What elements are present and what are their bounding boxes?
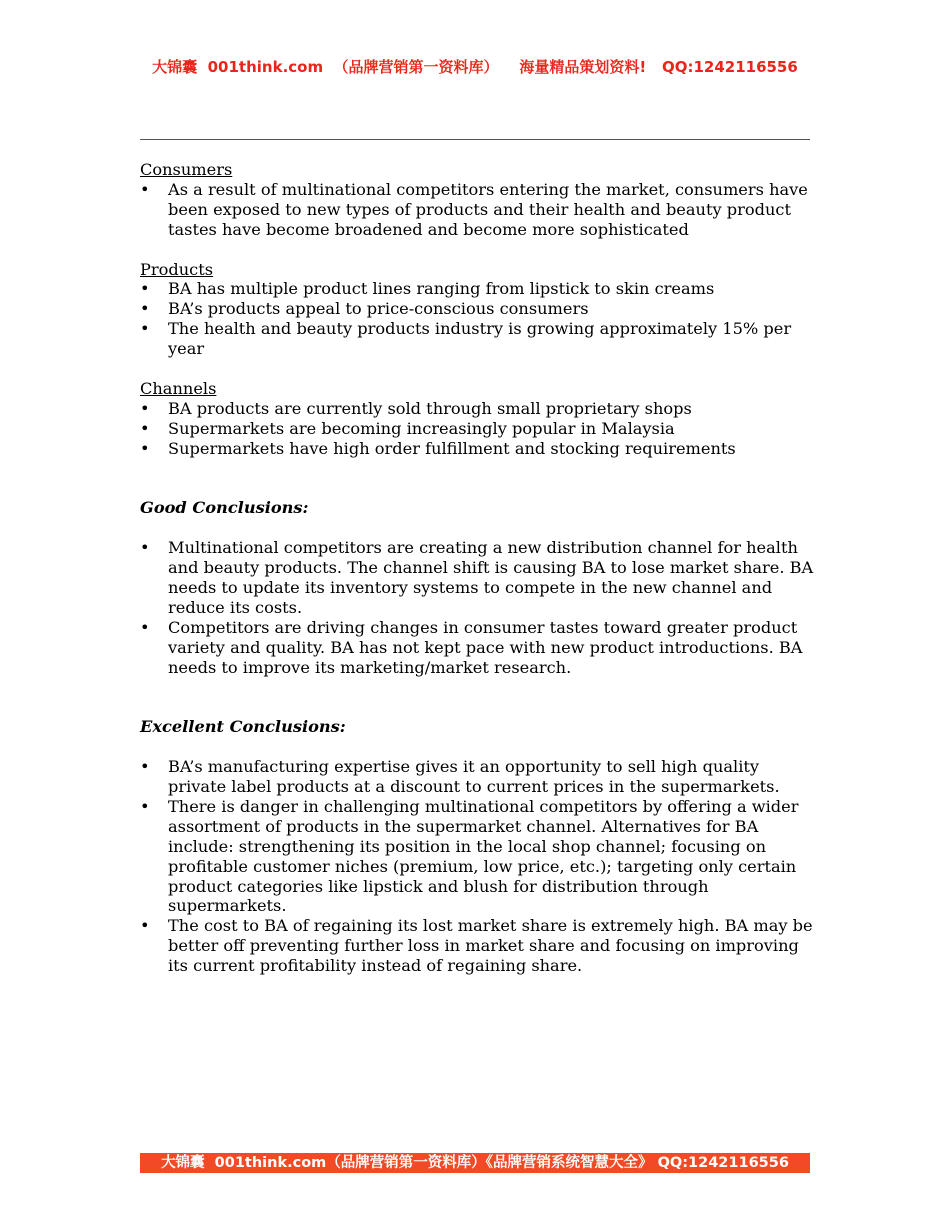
excellent-conclusions-list — [140, 757, 820, 976]
list-item — [140, 319, 820, 359]
bullet-icon: • — [140, 796, 150, 816]
list-item-text: BA has multiple product lines ranging from lipstick to skin creams — [168, 279, 715, 299]
document-body — [140, 160, 820, 976]
list-item-text: There is danger in challenging multinational competitors by offering a wider assortment of products in the supermarket channel. Alternatives for BA include: strengthening its position in the local shop channel; focusing on profitable customer niches (premium, low price, etc.); targeting only certain product categories like lipstick and blush for distribution through supermarkets. — [168, 796, 799, 916]
bullet-icon: • — [140, 438, 150, 458]
list-item — [140, 916, 820, 976]
bullet-icon: • — [140, 179, 150, 199]
list-item — [140, 757, 820, 797]
consumers-list — [140, 180, 820, 240]
products-list — [140, 279, 820, 359]
list-item-text: BA products are currently sold through small proprietary shops — [168, 398, 692, 418]
header-banner: 大锦囊 001think.com （品牌营销第一资料库） 海量精品策划资料! QQ:1242116556 — [152, 58, 798, 76]
list-item-text: BA’s manufacturing expertise gives it an opportunity to sell high quality private label products at a discount to current prices in the supermarkets. — [168, 757, 780, 796]
list-item — [140, 299, 820, 319]
list-item-text: BA’s products appeal to price-conscious consumers — [168, 299, 589, 319]
list-item — [140, 279, 820, 299]
list-item — [140, 618, 820, 678]
list-item-text: Multinational competitors are creating a new distribution channel for health and beauty products. The channel shift is causing BA to lose market share. BA needs to update its inventory systems to compete in the new channel and reduce its costs. — [168, 538, 814, 617]
bullet-icon: • — [140, 279, 150, 299]
bullet-icon: • — [140, 418, 150, 438]
channels-list — [140, 399, 820, 459]
list-item-text: The health and beauty products industry is growing approximately 15% per year — [168, 319, 792, 359]
section-title-products: Products — [140, 259, 214, 279]
horizontal-rule — [140, 139, 810, 140]
list-item-text: Supermarkets have high order fulfillment and stocking requirements — [168, 438, 736, 458]
bullet-icon: • — [140, 299, 150, 319]
list-item — [140, 180, 820, 240]
list-item-text: Competitors are driving changes in consumer tastes toward greater product variety and quality. BA has not kept pace with new product introductions. BA needs to improve its marketing/market research. — [168, 617, 803, 677]
list-item — [140, 797, 820, 916]
bullet-icon: • — [140, 319, 150, 339]
section-title-good-conclusions: Good Conclusions: — [140, 498, 309, 518]
list-item-text: As a result of multinational competitors entering the market, consumers have been exposed to new types of products and their health and beauty product tastes have become broadened and become more sophisticated — [168, 179, 808, 239]
list-item — [140, 419, 820, 439]
footer-banner: 大锦囊 001think.com（品牌营销第一资料库）《品牌营销系统智慧大全》 QQ:1242116556 — [140, 1153, 810, 1173]
good-conclusions-list — [140, 538, 820, 677]
section-title-consumers: Consumers — [140, 160, 233, 179]
list-item — [140, 399, 820, 419]
section-title-channels: Channels — [140, 378, 217, 398]
bullet-icon: • — [140, 617, 150, 637]
bullet-icon: • — [140, 916, 150, 936]
bullet-icon: • — [140, 757, 150, 777]
bullet-icon: • — [140, 538, 150, 558]
list-item — [140, 439, 820, 459]
section-title-excellent-conclusions: Excellent Conclusions: — [140, 717, 346, 737]
list-item-text: The cost to BA of regaining its lost market share is extremely high. BA may be better off preventing further loss in market share and focusing on improving its current profitability instead of regaining share. — [168, 916, 813, 976]
bullet-icon: • — [140, 398, 150, 418]
list-item-text: Supermarkets are becoming increasingly popular in Malaysia — [168, 418, 675, 438]
list-item — [140, 538, 820, 618]
